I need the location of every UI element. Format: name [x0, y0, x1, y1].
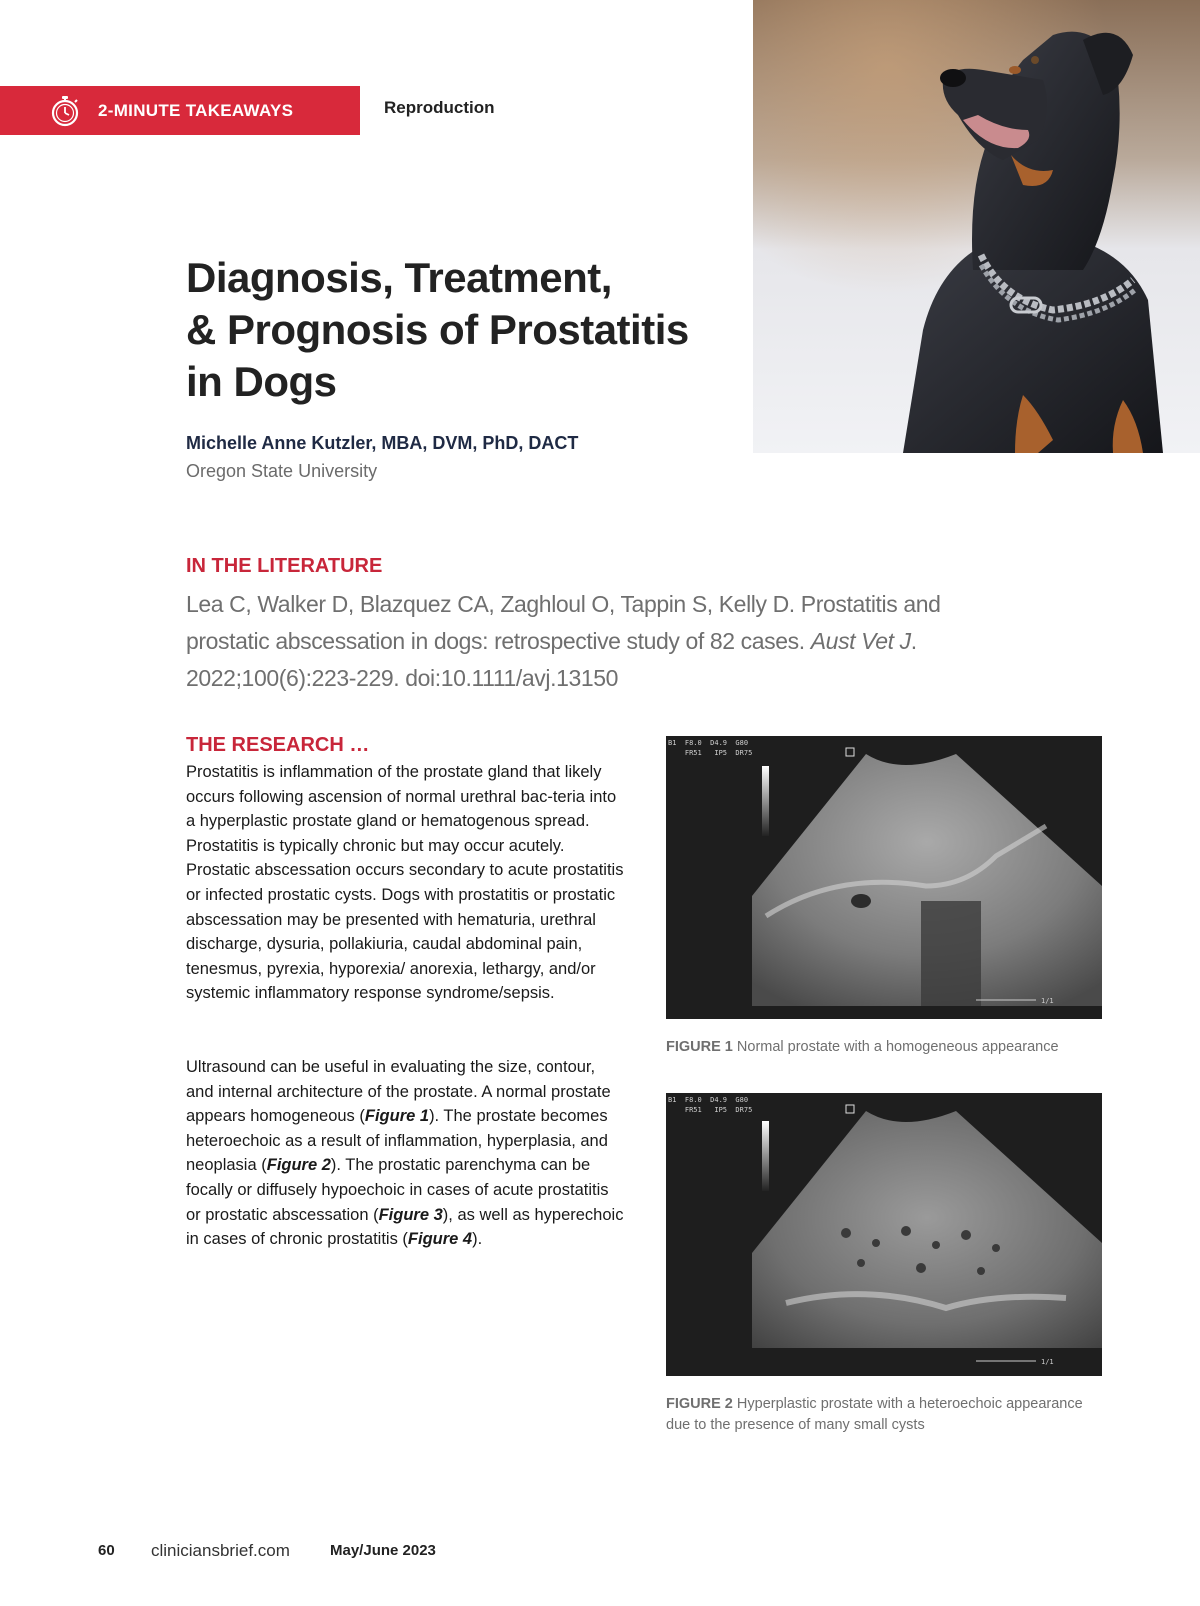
author-affiliation: Oregon State University [186, 461, 378, 481]
title-line-3: in Dogs [186, 358, 337, 405]
title-line-1: Diagnosis, Treatment, [186, 254, 612, 301]
title-line-2: & Prognosis of Prostatitis [186, 306, 689, 353]
page-number: 60 [98, 1542, 115, 1559]
p2-text-d: ), as well as hyperechoic in cases of chronic prostatitis ( [186, 1205, 624, 1249]
site-link[interactable]: cliniciansbrief.com [151, 1541, 290, 1560]
p2-text-c: ). The prostatic parenchyma can be focally or diffusely hypoechoic in cases of acute prostatitis or prostatic abscessation ( [186, 1156, 609, 1224]
figure-1-label: FIGURE 1 [666, 1039, 733, 1055]
figure-1-caption [666, 1037, 1106, 1058]
literature-citation [186, 586, 1026, 697]
banner-label: 2-MINUTE TAKEAWAYS [98, 100, 294, 120]
research-heading: THE RESEARCH … [186, 734, 370, 756]
citation-text: Lea C, Walker D, Blazquez CA, Zaghloul O, Tappin S, Kelly D. Prostatitis and prostatic abscessation in dogs: retrospective study of 82 cases. [186, 591, 941, 654]
p2-text-a: Ultrasound can be useful in evaluating the size, contour, and internal architecture of the prostate. A normal prostate appears homogeneous ( [186, 1058, 611, 1126]
literature-heading: IN THE LITERATURE [186, 555, 383, 577]
figure-1-scale: 1/1 [1041, 997, 1054, 1005]
figure-1-ultrasound [666, 736, 1102, 1019]
figure-2-ultrasound [666, 1093, 1102, 1376]
figure-2-scanner-readout: B1 F8.0 D4.9 G80 FR51 IP5 DR75 [668, 1096, 753, 1114]
issue-date: May/June 2023 [330, 1542, 436, 1559]
article-title [186, 252, 746, 408]
figure-2-caption [666, 1394, 1106, 1436]
figure-2-scale: 1/1 [1041, 1358, 1054, 1366]
takeaways-banner [0, 86, 360, 135]
p2-text-b: ). The prostate becomes heteroechoic as a result of inflammation, hyperplasia, and neoplasia ( [186, 1107, 608, 1175]
research-paragraph-2 [186, 1055, 626, 1252]
stopwatch-icon [48, 94, 82, 128]
figure-4-ref: Figure 4 [407, 1230, 473, 1249]
figure-1-ref: Figure 1 [364, 1107, 430, 1126]
figure-3-ref: Figure 3 [378, 1205, 443, 1224]
dog-photo [753, 0, 1200, 453]
figure-2-caption-text: Hyperplastic prostate with a heteroechoic appearance due to the presence of many small cysts [666, 1396, 1083, 1433]
citation-details: . 2022;100(6):223-229. doi:10.1111/avj.13150 [186, 628, 917, 691]
figure-2-ref: Figure 2 [266, 1156, 331, 1175]
author-name: Michelle Anne Kutzler, MBA, DVM, PhD, DACT [186, 433, 579, 453]
p2-text-e: ). [472, 1230, 483, 1249]
section-label: Reproduction [384, 98, 495, 117]
figure-1-scanner-readout: B1 F8.0 D4.9 G80 FR51 IP5 DR75 [668, 739, 753, 757]
research-paragraph-1: Prostatitis is inflammation of the prostate gland that likely occurs following ascension of normal urethral bac-teria into a hyperplastic prostate gland or hematogenous spread. Prostatitis is typically chronic but may occur acutely. Prostatic abscessation occurs secondary to acute prostatitis or infected prostatic cysts. Dogs with prostatitis or prostatic abscessation may be presented with hematuria, urethral discharge, dysuria, pollakiuria, caudal abdominal pain, tenesmus, pyrexia, hyporexia/ anorexia, lethargy, and/or systemic inflammatory response syndrome/sepsis. [186, 763, 624, 1003]
figure-2-label: FIGURE 2 [666, 1396, 733, 1412]
journal-name: Aust Vet J [810, 628, 911, 654]
figure-1-caption-text: Normal prostate with a homogeneous appearance [732, 1039, 1059, 1055]
